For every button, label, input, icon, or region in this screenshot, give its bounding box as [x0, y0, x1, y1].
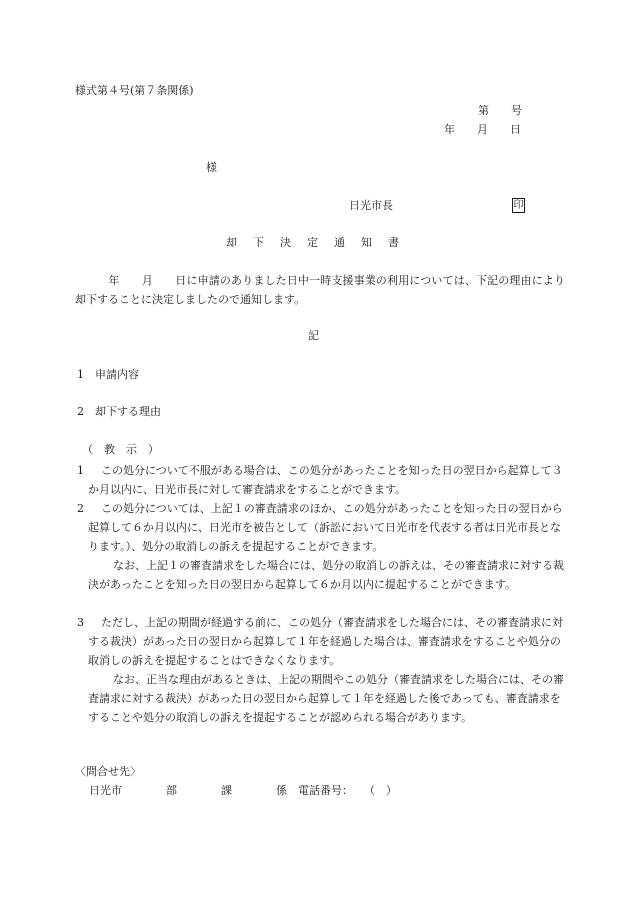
contact-header: 〈問合せ先〉: [75, 765, 141, 778]
contact-line: 日光市 部 課 係 電話番号： （ ）: [89, 784, 397, 797]
seal-mark: [512, 198, 525, 213]
instruction-header: （ 教 示 ）: [82, 443, 159, 456]
issuer-name: 日光市長: [349, 199, 393, 212]
document-number: 第 号: [478, 104, 522, 117]
instruction-number: 1: [77, 464, 84, 477]
section-application-content: 1 申請内容: [77, 368, 139, 381]
instruction-note: なお、正当な理由があるときは、上記の期間やこの処分（審査請求をした場合には、その審査請求に対する裁決）があった日の翌日から起算して１年を経過した後であっても、審査請求をすることや処分の取消しの訴えを提起することが認められる場合があります。: [88, 673, 564, 724]
issue-date: 年 月 日: [444, 123, 521, 136]
instruction-number: 3: [77, 616, 84, 629]
document-title: 却下決定通知書: [226, 236, 415, 249]
instruction-item: [75, 461, 565, 499]
intro-paragraph: 年 月 日に申請のありました日中一時支援事業の利用については、下記の理由により却下することに決定しましたので通知します。: [75, 274, 565, 306]
instruction-note: なお、上記１の審査請求をした場合には、処分の取消しの訴えは、その審査請求に対する裁決があったことを知った日の翌日から起算して６か月以内に提起することができます。: [88, 559, 564, 591]
instruction-text: この処分について不服がある場合は、この処分があったことを知った日の翌日から起算して３か月以内に、日光市長に対して審査請求をすることができます。: [88, 464, 563, 496]
addressee-suffix: 様: [206, 161, 217, 174]
section-rejection-reason: 2 却下する理由: [77, 405, 161, 418]
instruction-text: この処分については、上記１の審査請求のほか、この処分があったことを知った日の翌日から起算して６か月以内に、日光市を被告として（訴訟において日光市を代表する者は日光市長となります。）、処分の取消しの訴えを提起することができます。: [88, 502, 563, 553]
instruction-item: [75, 499, 565, 594]
seal-text: 印: [513, 200, 524, 211]
ki-heading: 記: [308, 329, 319, 342]
instruction-text: ただし、上記の期間が経過する前に、この処分（審査請求をした場合には、その審査請求に対する裁決）があった日の翌日から起算して１年を経過した場合は、審査請求をすることや処分の取消しの訴えを提起することはできなくなります。: [88, 616, 563, 667]
instruction-number: 2: [77, 502, 84, 515]
instruction-item: [75, 613, 565, 727]
form-label: 様式第４号(第７条関係): [75, 84, 194, 97]
